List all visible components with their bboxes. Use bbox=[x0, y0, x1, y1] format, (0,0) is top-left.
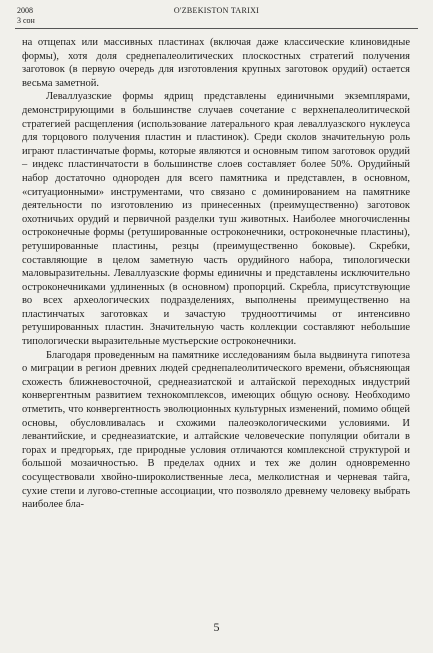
header-issue: 3 сон bbox=[17, 16, 35, 25]
paragraph-migration-hypothesis: Благодаря проведенным на памятнике исследованиям была выдвинута гипотеза о миграции в регион древних людей среднепалеолитического времени, объясняющая схожесть ближневосточной, среднеазиатской и алтайской переходных индустрий конвергентным развитием технокомплексов, имеющих общую основу. Необходимо отметить, что конвергентность эволюционных культурных изменений, помимо общей основы, обусловливалась и схожими палеоэкологическими условиями. И левантийские, и среднеазиатские, и алтайские человеческие популяции обитали в горах и предгорьях, где природные условия отличаются комплексной структурой и большой мозаичностью. В пределах одних и тех же долин одновременно сосуществовали хвойно-широколиственные леса, мелколистная и черневая тайга, сухие степи и лугово-степные ассоциации, что позволяло древнему человеку выбрать наиболее бла- bbox=[22, 349, 410, 511]
paragraph-continuation: на отщепах или массивных пластинах (включая даже классические клиновидные формы), хотя доля среднепалеолитических плоскостных стратегий получения заготовок (в первую очередь для изготовления крупных заготовок орудий) остается весьма заметной. bbox=[22, 37, 410, 89]
running-header bbox=[15, 6, 418, 29]
article-body bbox=[22, 36, 410, 512]
paragraph-levallois-forms: Леваллуазские формы ядрищ представлены единичными экземплярами, демонстрирующими в большинстве случаев сочетание с верхнепалеолитической стратегией расщепления (использование латерального края леваллуазского нуклеуса для торцового получения пластин и пластинок). Среди сколов значительную роль играют пластинчатые формы, которые являются и основным типом заготовок орудий – индекс пластинчатости в большинстве слоев составляет более 50%. Орудийный набор достаточно однороден для всего памятника и представлен, в основном, «ситуационными» инструментами, что связано с доминированием на памятнике деятельности по изготовлению из принесенных (преимущественно) заготовок охотничьих орудий и первичной разделки туш животных. Наиболее многочисленны остроконечные формы (ретушированные остроконечники, остроконечные пластины), ретушированные пластины, резцы (преимущественно боковые). Скребки, составляющие в целом заметную часть орудийного набора, типологически маловыразительны. Леваллуазские формы единичны и представлены исключительно остроконечниками удлиненных (в основном) пропорций. Скребла, присутствующие во всех археологических подразделениях, выполнены преимущественно на пластинчатых заготовках и зачастую труднооттичимы от интенсивно ретушированных пластин. Значительную часть коллекции составляют небольшие типологически выразительные мустьерские остроконечники. bbox=[22, 91, 410, 348]
header-year: 2008 bbox=[17, 6, 33, 15]
page-number: 5 bbox=[213, 620, 220, 634]
header-journal-title: O'ZBEKISTON TARIXI bbox=[173, 6, 260, 15]
